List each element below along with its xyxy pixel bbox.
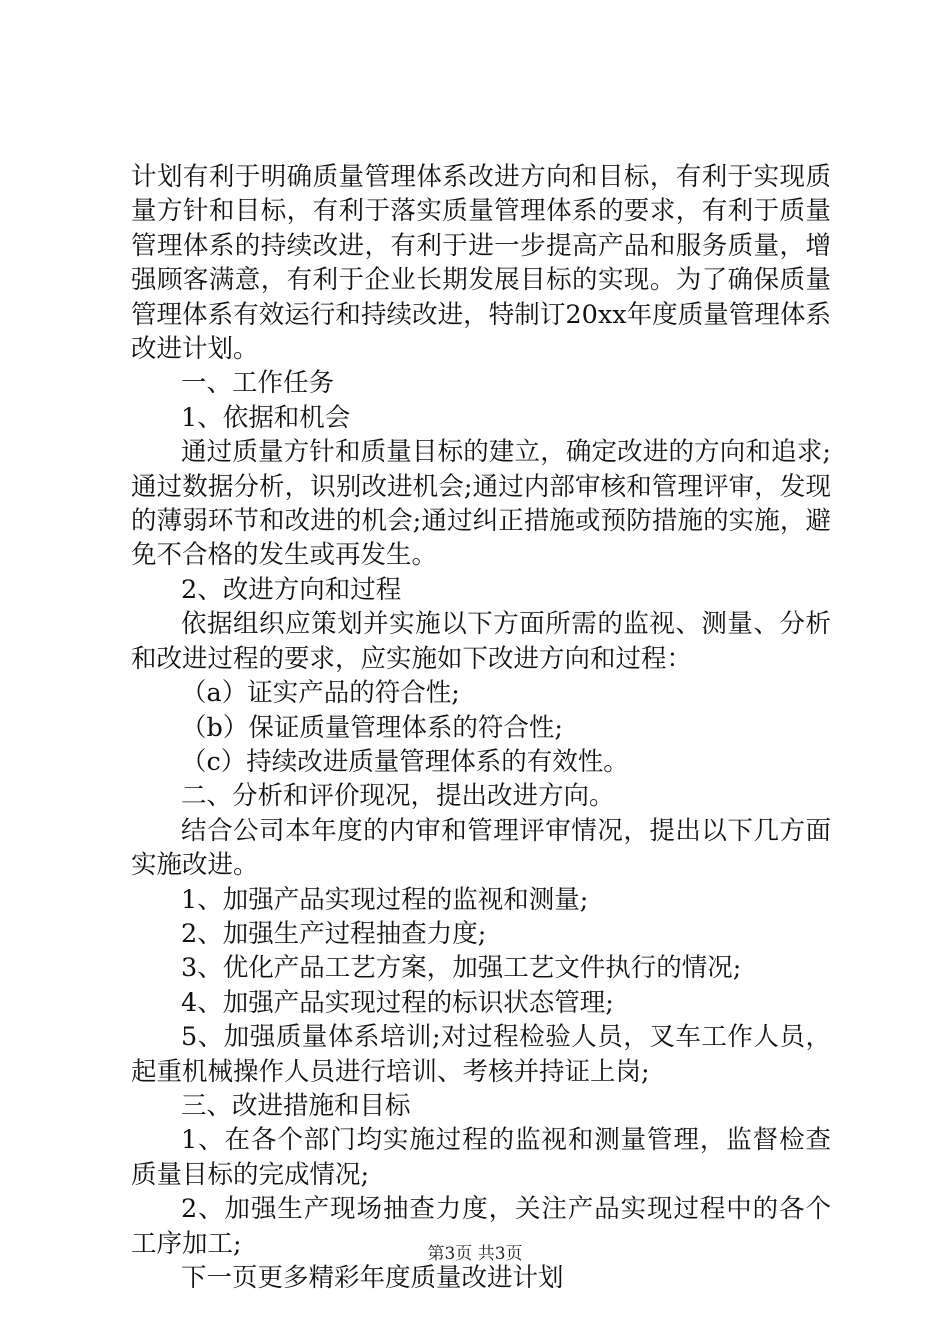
section-heading: 二、分析和评价现况，提出改进方向。 <box>181 781 615 812</box>
page-number: 第3页 共3页 <box>427 1244 523 1264</box>
document-body <box>131 160 831 1295</box>
section-heading: 三、改进措施和目标 <box>181 1090 411 1121</box>
list-item: 1、加强产品实现过程的监视和测量; <box>181 884 589 915</box>
subsection-heading: 1、依据和机会 <box>181 402 351 433</box>
paragraph: 计划有利于明确质量管理体系改进方向和目标，有利于实现质量方针和目标，有利于落实质量管理体系的要求，有利于质量管理体系的持续改进，有利于进一步提高产品和服务质量，增强顾客满意，有利于企业长期发展目标的实现。为了确保质量管理体系有效运行和持续改进，特制订20xx年度质量管理体系改进计划。 <box>131 162 831 365</box>
next-page-link-text: 下一页更多精彩年度质量改进计划 <box>181 1263 564 1293</box>
list-item: 2、加强生产过程抽查力度; <box>181 918 487 949</box>
paragraph: 依据组织应策划并实施以下方面所需的监视、测量、分析和改进过程的要求，应实施如下改进方向和过程： <box>131 609 831 674</box>
paragraph: 结合公司本年度的内审和管理评审情况，提出以下几方面实施改进。 <box>131 815 831 881</box>
list-item: 4、加强产品实现过程的标识状态管理; <box>181 987 614 1018</box>
list-item: （a）证实产品的符合性; <box>181 678 460 709</box>
list-item: 5、加强质量体系培训;对过程检验人员，叉车工作人员，起重机械操作人员进行培训、考核并持证上岗; <box>131 1022 831 1087</box>
section-heading: 一、工作任务 <box>181 368 335 399</box>
subsection-heading: 2、改进方向和过程 <box>181 574 402 605</box>
list-item: （c）持续改进质量管理体系的有效性。 <box>181 746 629 777</box>
list-item: （b）保证质量管理体系的符合性; <box>181 712 563 743</box>
list-item: 1、在各个部门均实施过程的监视和测量管理，监督检查质量目标的完成情况; <box>131 1125 831 1190</box>
paragraph: 通过质量方针和质量目标的建立，确定改进的方向和追求;通过数据分析，识别改进机会;通过内部审核和管理评审，发现的薄弱环节和改进的机会;通过纠正措施或预防措施的实施，避免不合格的发生或再发生。 <box>131 437 831 571</box>
list-item: 2、加强生产现场抽查力度，关注产品实现过程中的各个工序加工; <box>131 1194 831 1259</box>
list-item: 3、优化产品工艺方案，加强工艺文件执行的情况; <box>181 953 742 984</box>
